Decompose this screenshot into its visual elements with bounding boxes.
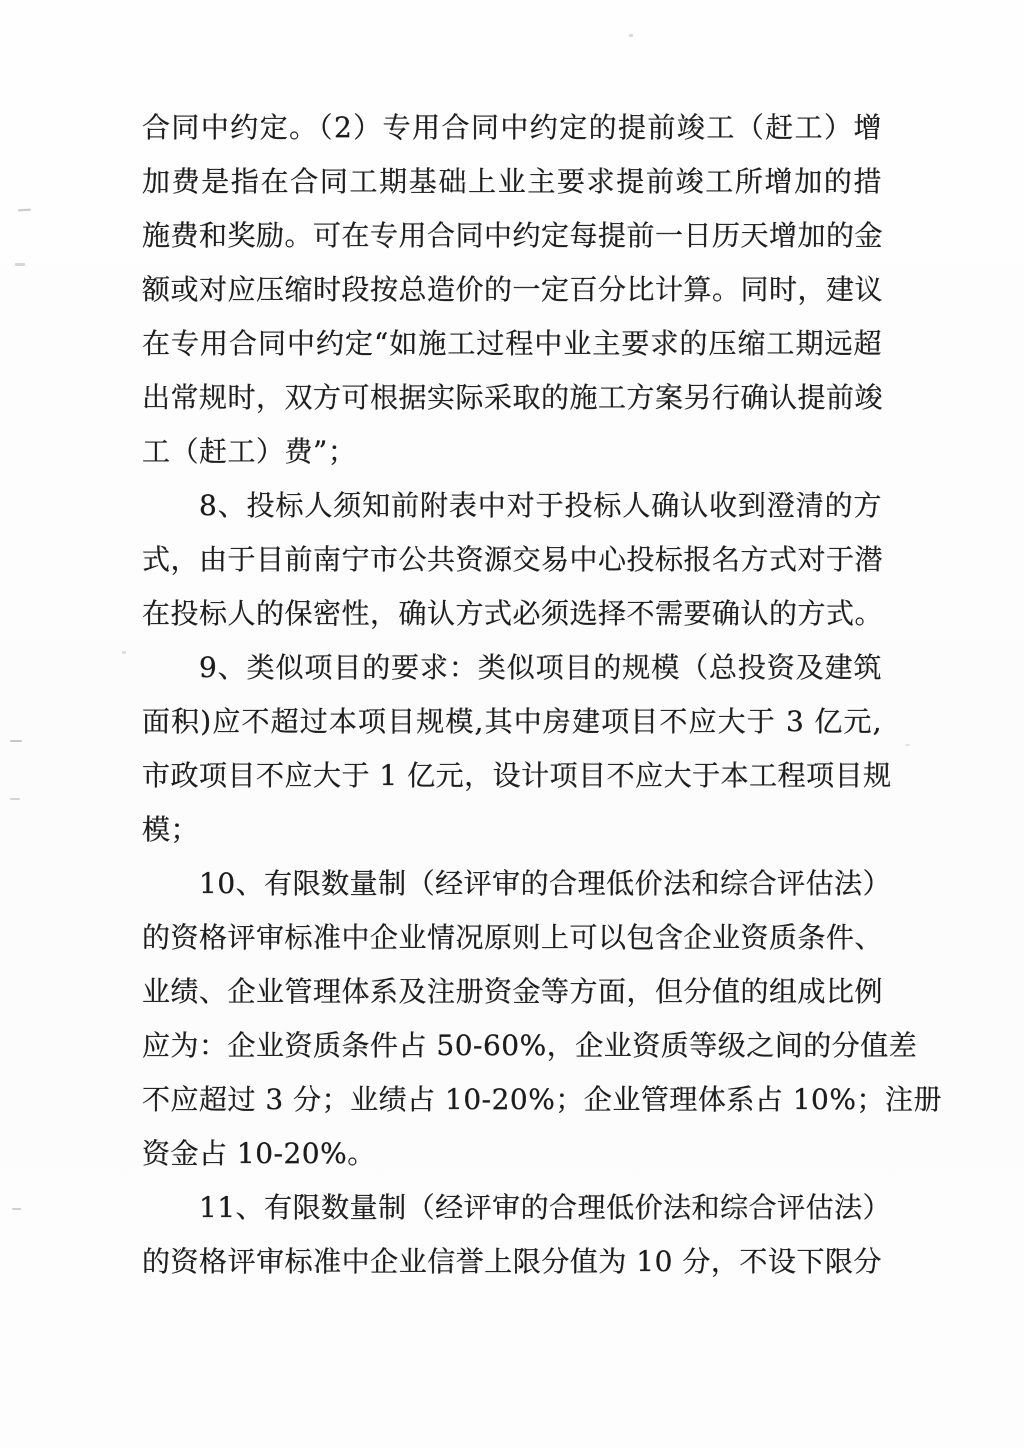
scan-artifact-dash bbox=[18, 209, 31, 212]
text-line-18: 应为：企业资质条件占 50-60%，企业资质等级之间的分值差 bbox=[142, 1029, 918, 1062]
text-line-7: 工（赶工）费”； bbox=[142, 435, 357, 468]
text-line-4: 额或对应压缩时段按总造价的一定百分比计算。同时，建议 bbox=[142, 273, 884, 306]
text-line-20: 资金占 10-20%。 bbox=[142, 1137, 376, 1170]
text-line-5: 在专用合同中约定“如施工过程中业主要求的压缩工期远超 bbox=[142, 327, 882, 360]
text-line-8: 8、投标人须知前附表中对于投标人确认收到澄清的方 bbox=[199, 489, 882, 522]
text-line-22: 的资格评审标准中企业信誉上限分值为 10 分，不设下限分 bbox=[142, 1245, 882, 1278]
text-line-2: 加费是指在合同工期基础上业主要求提前竣工所增加的措 bbox=[142, 165, 882, 198]
document-body bbox=[142, 101, 942, 1289]
text-line-1: 合同中约定。（2）专用合同中约定的提前竣工（赶工）增 bbox=[142, 111, 882, 144]
text-line-14: 模； bbox=[142, 813, 200, 846]
scan-artifact-speck bbox=[629, 34, 633, 37]
text-line-3: 施费和奖励。可在专用合同中约定每提前一日历天增加的金 bbox=[142, 219, 884, 252]
scan-artifact-speck bbox=[122, 651, 126, 654]
scan-artifact-dash bbox=[10, 740, 22, 742]
text-line-6: 出常规时，双方可根据实际采取的施工方案另行确认提前竣 bbox=[142, 381, 884, 414]
text-line-19: 不应超过 3 分；业绩占 10-20%；企业管理体系占 10%；注册 bbox=[142, 1083, 942, 1116]
text-line-21: 11、有限数量制（经评审的合理低价法和综合评估法） bbox=[199, 1191, 892, 1224]
text-line-17: 业绩、企业管理体系及注册资金等方面，但分值的组成比例 bbox=[142, 975, 884, 1008]
scan-artifact-dash bbox=[10, 798, 20, 800]
text-line-13: 市政项目不应大于 1 亿元，设计项目不应大于本工程项目规 bbox=[142, 759, 892, 792]
scan-artifact-dash bbox=[15, 263, 25, 266]
scan-artifact-dash bbox=[12, 1208, 21, 1210]
text-line-16: 的资格评审标准中企业情况原则上可以包含企业资质条件、 bbox=[142, 921, 884, 954]
text-line-15: 10、有限数量制（经评审的合理低价法和综合评估法） bbox=[199, 867, 892, 900]
scan-artifact-speck bbox=[905, 744, 910, 746]
text-line-9: 式，由于目前南宁市公共资源交易中心投标报名方式对于潜 bbox=[142, 543, 884, 576]
text-line-10: 在投标人的保密性，确认方式必须选择不需要确认的方式。 bbox=[142, 597, 884, 630]
text-line-11: 9、类似项目的要求：类似项目的规模（总投资及建筑 bbox=[199, 651, 882, 684]
text-line-12: 面积)应不超过本项目规模,其中房建项目不应大于 3 亿元, bbox=[142, 705, 882, 738]
